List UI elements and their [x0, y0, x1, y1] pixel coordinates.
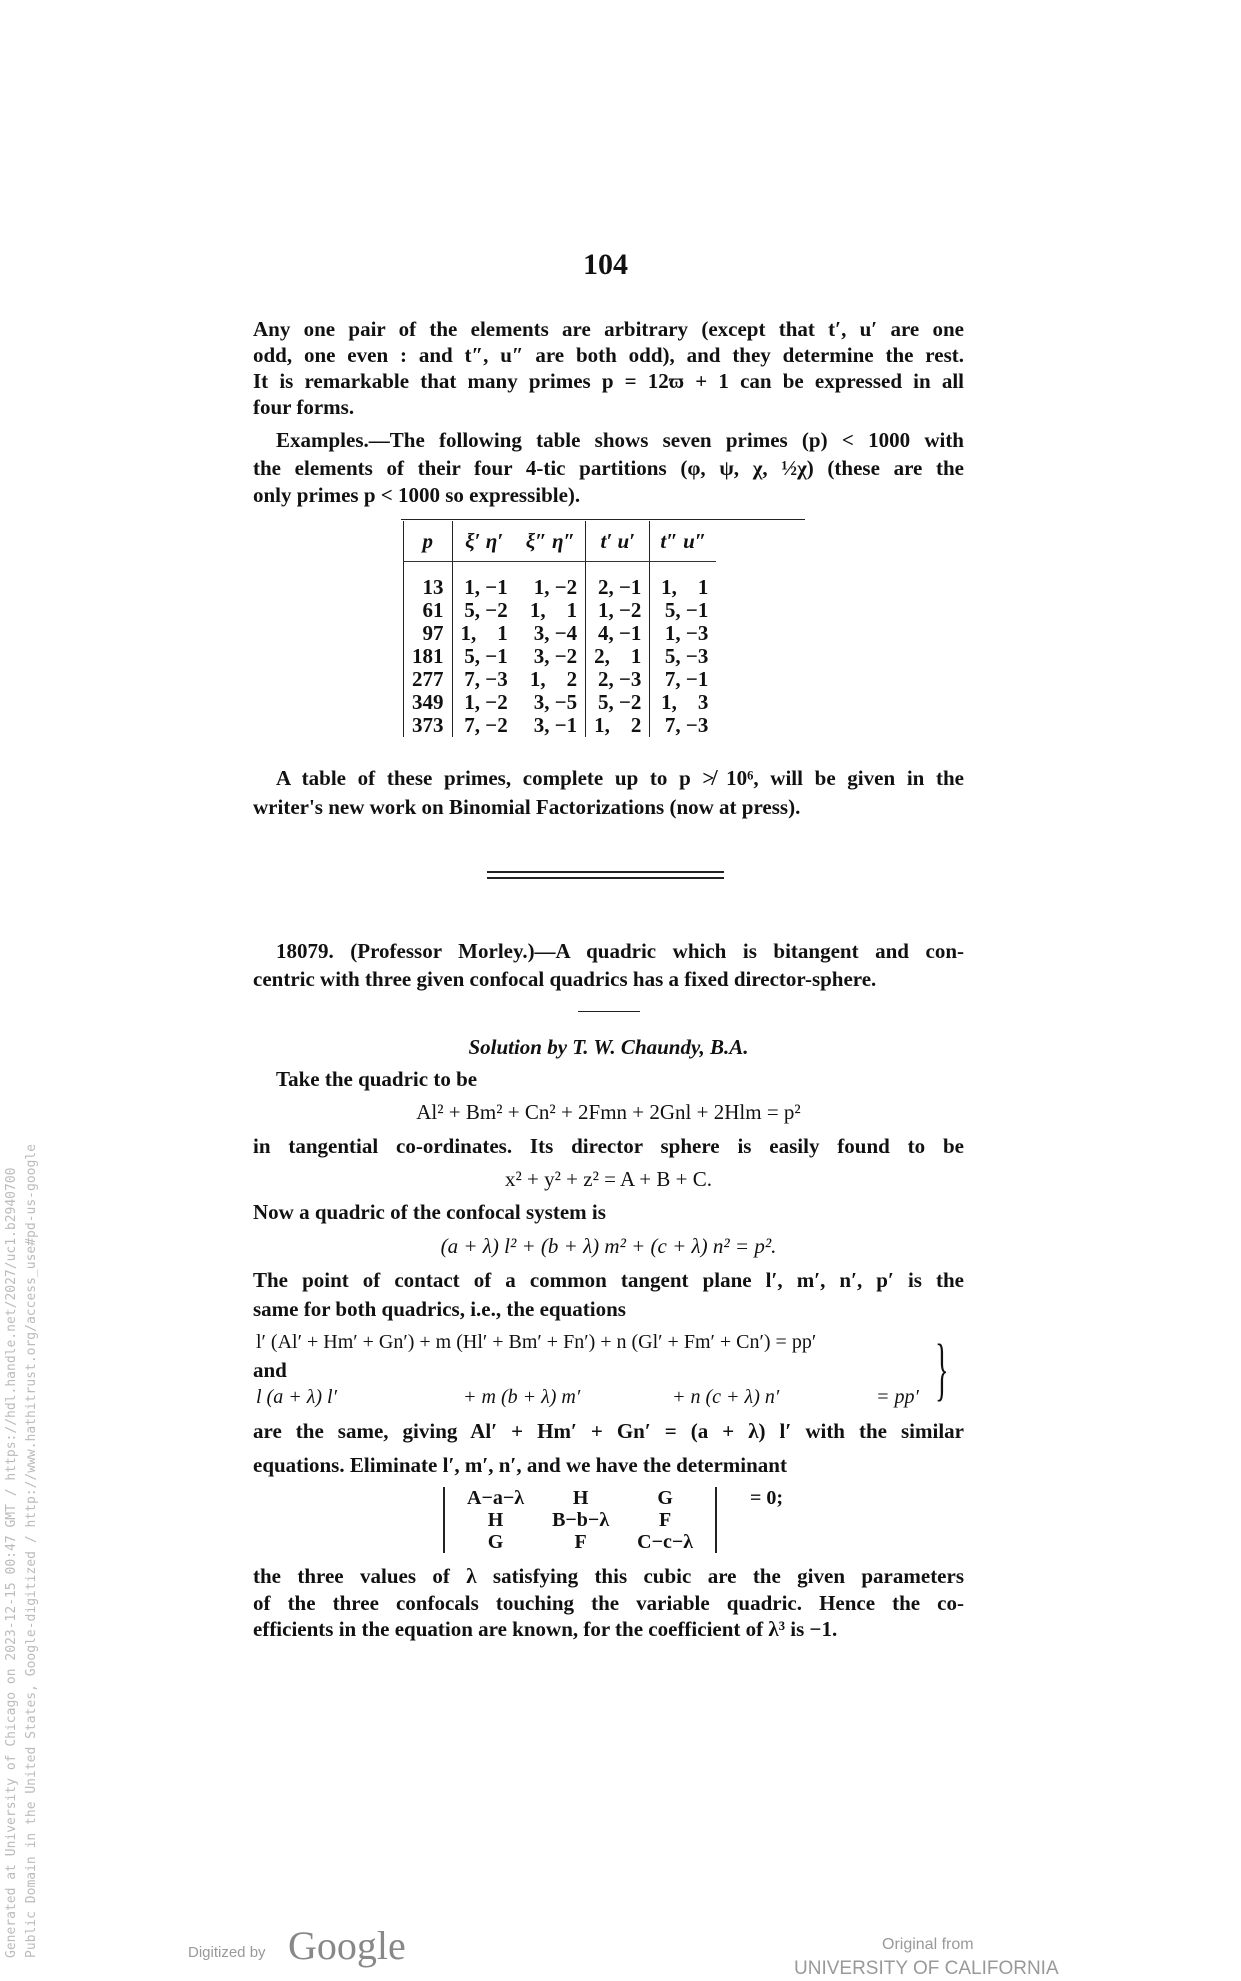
text-line: Examples.—The following table shows seven primes (p) < 1000 with	[276, 428, 964, 452]
table-cell: 3, −1	[533, 713, 578, 737]
table-cell: 1, −2	[586, 599, 650, 622]
text-line: only primes p < 1000 so expressible).	[253, 483, 581, 507]
determinant-row	[453, 1531, 707, 1553]
text-line: and	[253, 1358, 287, 1382]
table-cell: 3, −5	[533, 690, 578, 714]
table-cell: 373	[404, 714, 453, 737]
determinant-entry: G	[487, 1531, 504, 1553]
table-cell: 1, 2	[529, 667, 578, 691]
table-cell: 2, −3	[586, 668, 650, 691]
determinant-entry: G	[657, 1487, 673, 1509]
table-cell: 181	[404, 645, 453, 668]
table-cell: 349	[404, 691, 453, 714]
table-row	[404, 714, 717, 737]
section-divider	[487, 871, 724, 873]
text-line: A table of these primes, complete up to p ≯ 10⁶, will be given in the	[276, 766, 964, 790]
table-cell: 1, −2	[533, 575, 578, 599]
table-cell: 13	[404, 562, 453, 600]
column-header: t′ u′	[586, 521, 650, 562]
table-cell: 5, −2	[452, 599, 516, 622]
table-cell: 1, 1	[650, 562, 716, 600]
table-row	[404, 668, 717, 691]
table-top-rule	[401, 519, 805, 520]
text-line: It is remarkable that many primes p = 12ϖ + 1 can be expressed in all	[253, 369, 964, 393]
determinant-row	[453, 1509, 707, 1531]
solution-heading: Solution by T. W. Chaundy, B.A.	[468, 1035, 749, 1059]
equation: Al² + Bm² + Cn² + 2Fmn + 2Gnl + 2Hlm = p²	[416, 1100, 801, 1124]
table-cell: 7, −2	[452, 714, 516, 737]
text-line: four forms.	[253, 395, 355, 419]
university-label: UNIVERSITY OF CALIFORNIA	[794, 1958, 1059, 1979]
determinant-row	[453, 1487, 707, 1509]
determinant	[443, 1487, 717, 1553]
section-divider	[487, 877, 724, 879]
text-line: Any one pair of the elements are arbitrary (except that t′, u′ are one	[253, 317, 964, 341]
provenance-line: Generated at University of Chicago on 2023-12-15 00:47 GMT / https://hdl.handle.net/2027/uc1.b2940700	[4, 1167, 19, 1958]
page-number: 104	[583, 248, 628, 281]
determinant-entry: F	[574, 1531, 587, 1553]
table-cell: 7, −1	[650, 668, 716, 691]
text-line: Now a quadric of the confocal system is	[253, 1200, 606, 1224]
text-line: in tangential co-ordinates. Its director sphere is easily found to be	[253, 1134, 964, 1158]
table-cell: 61	[404, 599, 453, 622]
equation-term: + n (c + λ) n′	[672, 1386, 780, 1408]
column-header: ξ″ η″	[516, 521, 586, 562]
google-logo: Google	[288, 1923, 406, 1968]
table-cell: 1, −3	[650, 622, 716, 645]
table-cell: 7, −3	[650, 714, 716, 737]
table-cell: 1, −1	[452, 562, 516, 600]
equation-term: l (a + λ) l′	[256, 1386, 337, 1408]
determinant-entry: H	[487, 1509, 504, 1531]
determinant-entry: H	[572, 1487, 589, 1509]
table-cell: 5, −3	[650, 645, 716, 668]
primes-table	[403, 521, 716, 737]
table-row	[404, 599, 717, 622]
text-line: are the same, giving Al′ + Hm′ + Gn′ = (a + λ) l′ with the similar	[253, 1419, 964, 1443]
table-row	[404, 622, 717, 645]
table-cell: 1, 3	[650, 691, 716, 714]
equation-term: = pp′	[876, 1386, 919, 1408]
text-line: efficients in the equation are known, for the coefficient of λ³ is −1.	[253, 1617, 838, 1641]
determinant-entry: C−c−λ	[637, 1531, 694, 1553]
table-cell: 1, 1	[529, 598, 578, 622]
equation-term: + m (b + λ) m′	[463, 1386, 581, 1408]
text-line: the three values of λ satisfying this cubic are the given parameters	[253, 1564, 964, 1588]
table-row	[404, 562, 717, 600]
determinant-equals: = 0;	[750, 1487, 784, 1509]
determinant-entry: B−b−λ	[552, 1509, 610, 1531]
short-divider	[578, 1011, 640, 1012]
text-line: same for both quadrics, i.e., the equations	[253, 1297, 626, 1321]
provenance-line: Public Domain in the United States, Google-digitized / http://www.hathitrust.org/access_use#pd-us-google	[24, 1144, 39, 1958]
table-cell: 5, −2	[586, 691, 650, 714]
table-cell: 97	[404, 622, 453, 645]
text-line: The point of contact of a common tangent plane l′, m′, n′, p′ is the	[253, 1268, 964, 1292]
text-line: centric with three given confocal quadrics has a fixed director-sphere.	[253, 967, 877, 991]
right-brace: }	[935, 1331, 949, 1408]
table-cell: 3, −2	[533, 644, 578, 668]
table-header-row	[404, 521, 717, 562]
determinant-entry: F	[659, 1509, 672, 1531]
table-cell: 4, −1	[586, 622, 650, 645]
text-line: 18079. (Professor Morley.)—A quadric which is bitangent and con-	[276, 939, 964, 963]
table-cell: 277	[404, 668, 453, 691]
table-cell: 5, −1	[650, 599, 716, 622]
table-cell: 1, −2	[452, 691, 516, 714]
table-cell: 5, −1	[452, 645, 516, 668]
text-line: odd, one even : and t″, u″ are both odd), and they determine the rest.	[253, 343, 964, 367]
table-cell: 3, −4	[533, 621, 578, 645]
table-row	[404, 645, 717, 668]
text-line: writer's new work on Binomial Factorizations (now at press).	[253, 795, 801, 819]
determinant-entry: A−a−λ	[467, 1487, 525, 1509]
text-line: the elements of their four 4-tic partitions (φ, ψ, χ, ½χ) (these are the	[253, 456, 964, 480]
table-cell: 7, −3	[452, 668, 516, 691]
original-from-label: Original from	[882, 1936, 974, 1953]
text-line: of the three confocals touching the variable quadric. Hence the co-	[253, 1591, 964, 1615]
table-cell: 2, 1	[586, 645, 650, 668]
text-line: equations. Eliminate l′, m′, n′, and we have the determinant	[253, 1453, 787, 1477]
column-header: t″ u″	[650, 521, 716, 562]
table-row	[404, 691, 717, 714]
table-cell: 1, 2	[586, 714, 650, 737]
digitized-by-label: Digitized by	[188, 1944, 266, 1961]
column-header: p	[404, 521, 453, 562]
equation: l′ (Al′ + Hm′ + Gn′) + m (Hl′ + Bm′ + Fn′) + n (Gl′ + Fm′ + Cn′) = pp′	[256, 1331, 817, 1353]
table-cell: 1, 1	[452, 622, 516, 645]
text-line: Take the quadric to be	[276, 1067, 478, 1091]
table-cell: 2, −1	[586, 562, 650, 600]
equation: (a + λ) l² + (b + λ) m² + (c + λ) n² = p².	[440, 1234, 777, 1258]
equation: x² + y² + z² = A + B + C.	[504, 1167, 713, 1191]
column-header: ξ′ η′	[452, 521, 516, 562]
